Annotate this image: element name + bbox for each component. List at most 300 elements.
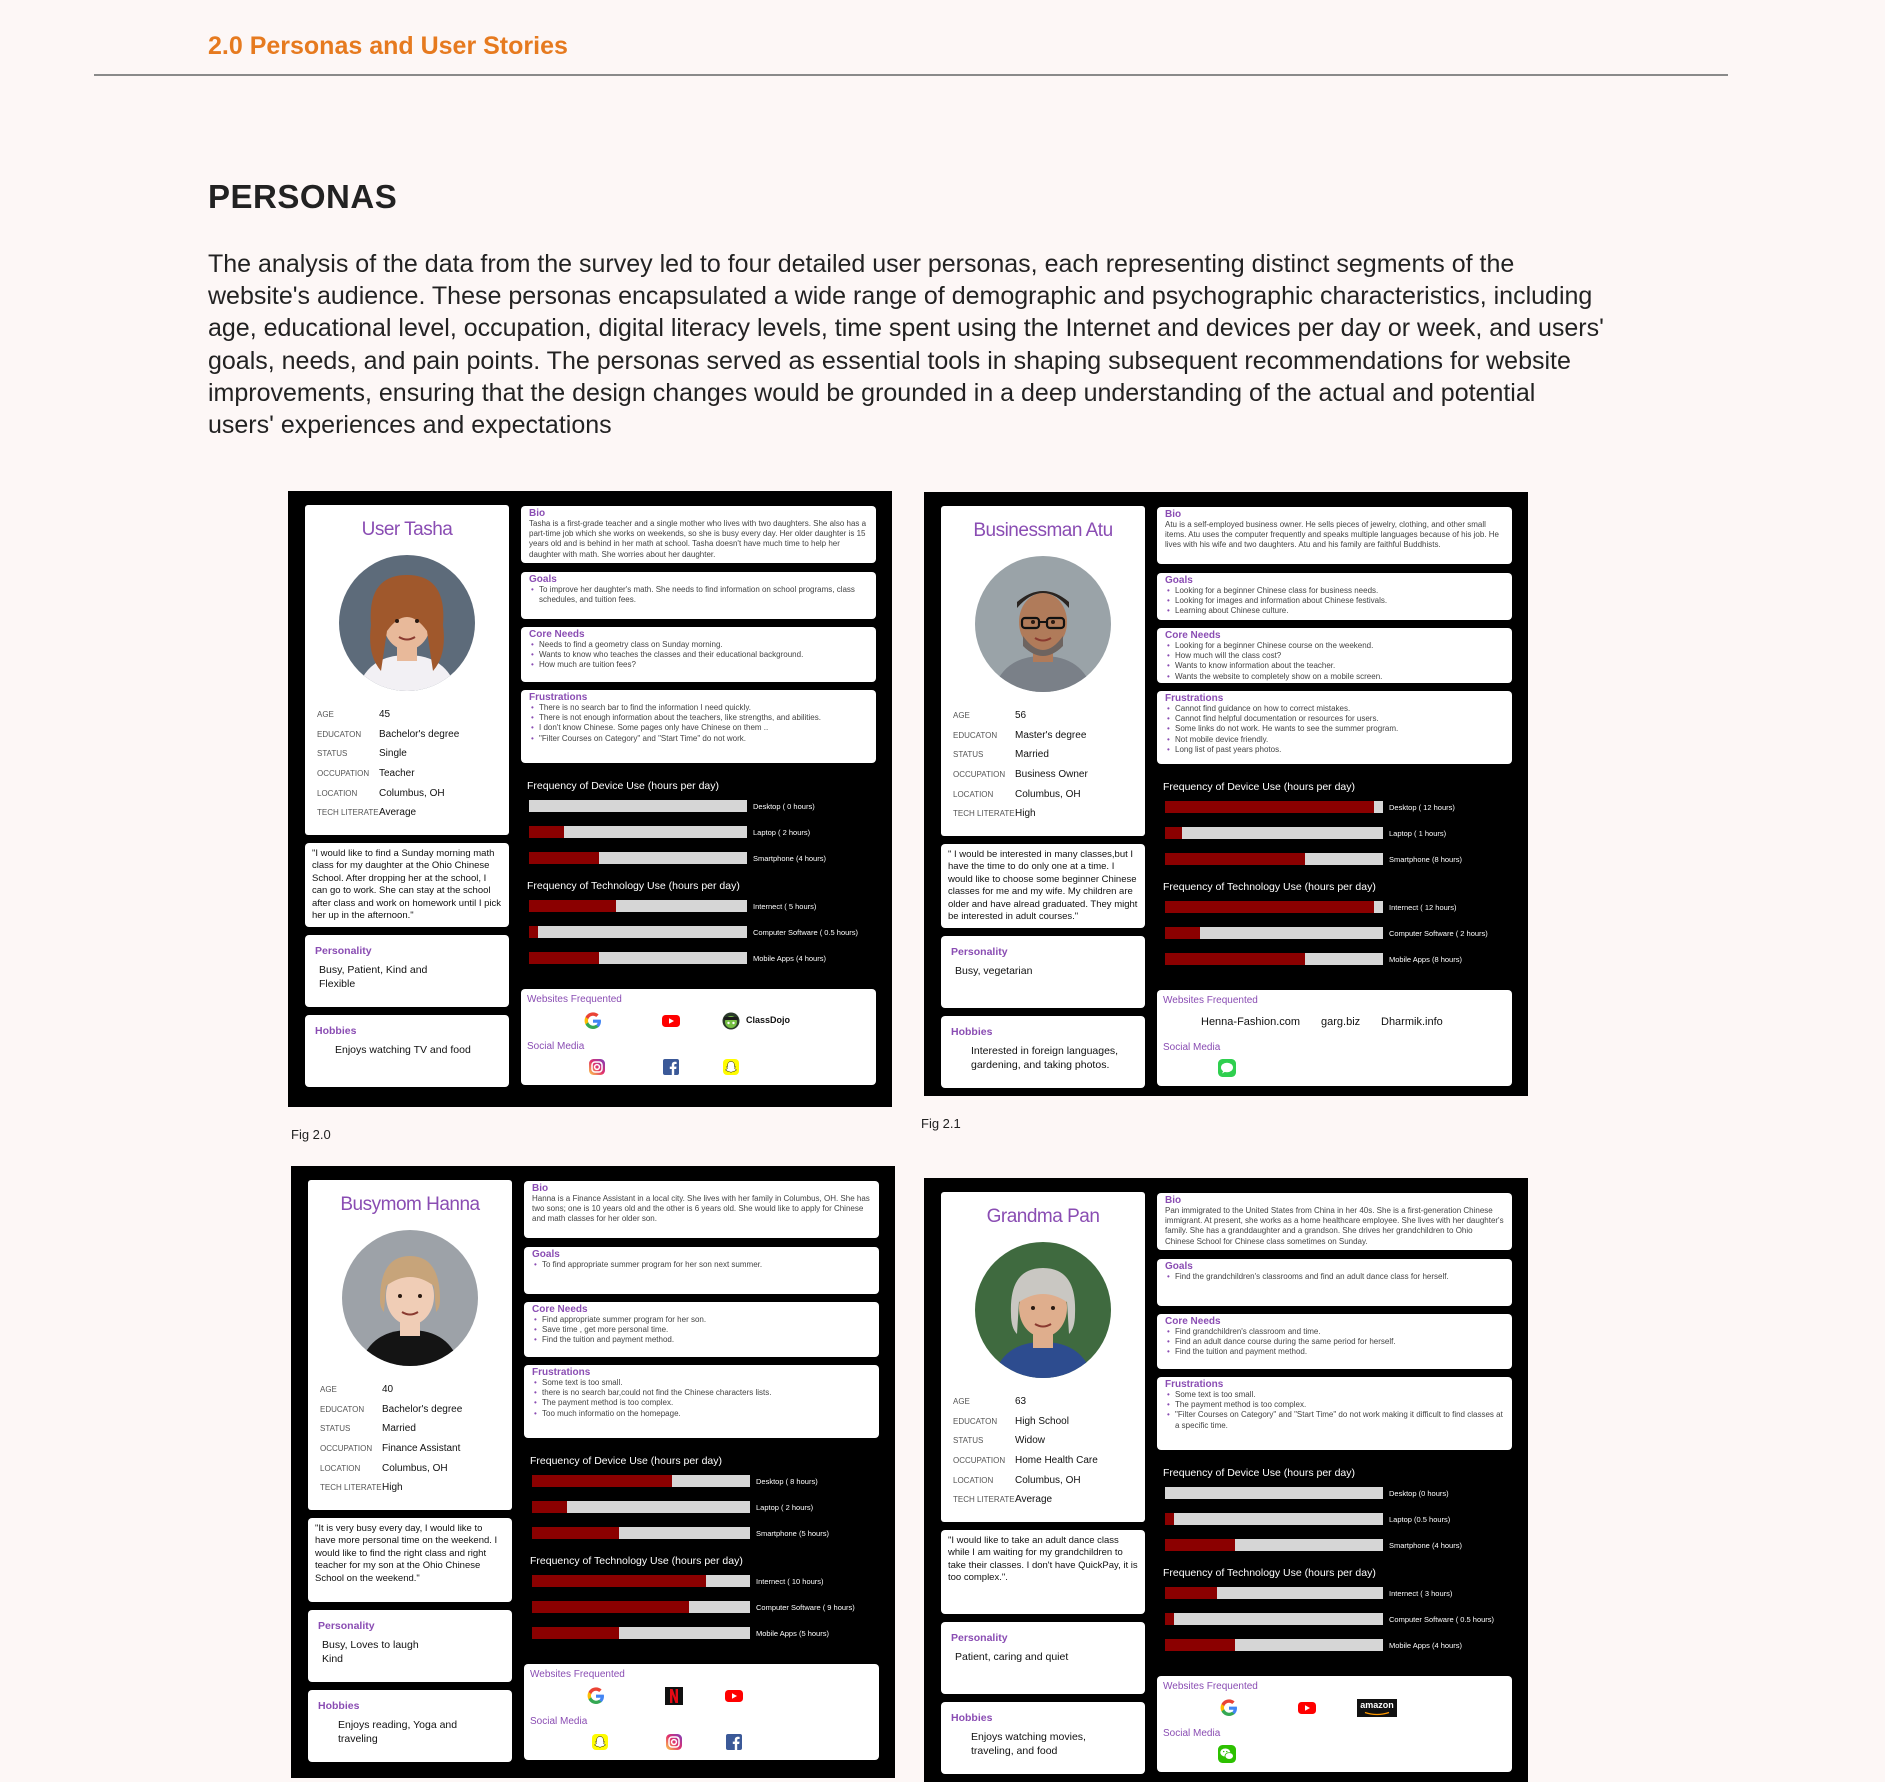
google-logo[interactable]: [583, 1011, 603, 1031]
usage-bar: [532, 1575, 750, 1587]
goals-box: [524, 1247, 879, 1294]
usage-bar: [1165, 1639, 1383, 1651]
usage-bar-label: Mobile Apps (5 hours): [756, 1629, 829, 1638]
bio-box: [1157, 1193, 1512, 1250]
usage-bar-label: Internect ( 10 hours): [756, 1577, 824, 1586]
core_needs-box: [521, 627, 876, 682]
core_needs-item: • Wants to know who teaches the classes and their educational background.: [539, 650, 868, 660]
youtube-logo[interactable]: [661, 1011, 681, 1031]
core_needs-label: Core Needs: [529, 629, 585, 640]
demographic-location: [317, 783, 503, 803]
demographic-status: [953, 745, 1139, 765]
persona-card-2: [291, 1166, 895, 1778]
core_needs-item: • Looking for a beginner Chinese course on the weekend.: [1175, 641, 1504, 651]
demographic-value: Teacher: [379, 768, 415, 780]
goals-list: [529, 585, 868, 605]
usage-bar-label: Computer Software ( 0.5 hours): [1389, 1615, 1495, 1624]
websites-box: [1157, 990, 1512, 1086]
usage-bar-fill: [532, 1575, 706, 1587]
persona-quote: " I would be interested in many classes,but I have the time to do only one at a time. I would like to choose some beginner Chinese classes for me and my wife. My children are older and have alread graduated. They might be interested in adult courses.": [941, 844, 1145, 928]
netflix-logo[interactable]: [664, 1686, 684, 1706]
persona-quote: "It is very busy every day, I would like to have more personal time on the weekend. I would like to find the right class and right teacher for my son at the Ohio Chinese School on the weekend.": [308, 1518, 512, 1602]
usage-bar-label: Desktop (0 hours): [1389, 1489, 1449, 1498]
demographic-education: [320, 1400, 506, 1420]
persona-card-0: [288, 491, 892, 1107]
frustrations-list: [532, 1378, 871, 1419]
header-divider: [94, 74, 1728, 76]
profile-panel: [941, 1192, 1145, 1522]
goals-label: Goals: [1165, 1261, 1193, 1272]
goals-item: • Looking for images and information about Chinese festivals.: [1175, 596, 1504, 606]
frustrations-item: • The payment method is too complex.: [542, 1398, 871, 1408]
website-link[interactable]: garg.biz: [1321, 1016, 1361, 1028]
demographic-education: [953, 1412, 1139, 1432]
goals-box: [1157, 573, 1512, 620]
usage-bar-fill: [1165, 1587, 1217, 1599]
instagram-logo[interactable]: [587, 1057, 607, 1077]
goals-label: Goals: [1165, 575, 1193, 586]
goals-list: [1165, 586, 1504, 617]
usage-bar-label: Mobile Apps (4 hours): [753, 954, 826, 963]
goals-item: • Find the grandchildren's classrooms and find an adult dance class for herself.: [1175, 1272, 1504, 1282]
usage-bar-fill: [529, 952, 599, 964]
core_needs-item: • Needs to find a geometry class on Sunday morning.: [539, 640, 868, 650]
frustrations-box: [1157, 691, 1512, 764]
classdojo-label: ClassDojo: [746, 1015, 791, 1025]
demographic-value: Average: [1015, 1494, 1053, 1506]
section-heading: PERSONAS: [208, 178, 398, 215]
demographic-value: Married: [1015, 749, 1049, 761]
hobbies-label: Hobbies: [951, 1026, 993, 1038]
frustrations-item: • Too much informatio on the homepage.: [542, 1409, 871, 1419]
hobbies-text: Enjoys watching TV and food: [335, 1044, 471, 1056]
personality-label: Personality: [951, 946, 1008, 958]
goals-item: • To improve her daughter's math. She needs to find information on school programs, class schedules, and tuition fees.: [539, 585, 868, 605]
device-chart-title: Frequency of Device Use (hours per day): [530, 1455, 722, 1467]
demographic-label: TECH LITERATE: [320, 1483, 382, 1493]
bio-text: Atu is a self-employed business owner. He sells pieces of jewelry, clothing, and other small items. Atu uses the computer frequently and speaks multiple languages because of his job. He lives with his wife and two daughters. Atu and his family are faithful Buddhists.: [1165, 520, 1499, 550]
core_needs-item: • Find the tuition and payment method.: [542, 1335, 871, 1345]
demographic-label: STATUS: [953, 750, 984, 760]
demographic-label: LOCATION: [317, 788, 358, 798]
usage-bar-label: Mobile Apps (4 hours): [1389, 1641, 1462, 1650]
usage-bar: [529, 952, 747, 964]
hobbies-box: [308, 1690, 512, 1762]
demographic-age: [953, 706, 1139, 726]
demographic-location: [953, 1470, 1139, 1490]
frustrations-item: • "Filter Courses on Category" and "Start Time" do not work.: [539, 734, 868, 744]
frustrations-item: • "Filter Courses on Category" and "Start Time" do not work making it difficult to find classes at a specific time.: [1175, 1410, 1504, 1430]
usage-bar-label: Smartphone (8 hours): [1389, 855, 1462, 864]
demographic-label: AGE: [953, 1397, 970, 1407]
tech_use-chart-title: Frequency of Technology Use (hours per day): [530, 1555, 743, 1567]
goals-list: [1165, 1272, 1504, 1282]
demographic-value: Business Owner: [1015, 769, 1088, 781]
youtube-logo[interactable]: [724, 1686, 744, 1706]
hobbies-text: Interested in foreign languages, gardening, and taking photos.: [971, 1045, 1119, 1071]
demographic-value: Average: [379, 807, 417, 819]
usage-bar-label: Mobile Apps (8 hours): [1389, 955, 1462, 964]
frustrations-item: • there is no search bar,could not find the Chinese characters lists.: [542, 1388, 871, 1398]
usage-bar-label: Desktop ( 12 hours): [1389, 803, 1455, 812]
goals-list: [532, 1260, 871, 1270]
usage-bar: [1165, 953, 1383, 965]
demographic-occupation: [953, 1451, 1139, 1471]
websites-label: Websites Frequented: [527, 994, 622, 1005]
google-logo[interactable]: [1219, 1698, 1239, 1718]
core_needs-list: [532, 1315, 871, 1346]
demographic-value: Finance Assistant: [382, 1443, 461, 1455]
demographic-label: OCCUPATION: [320, 1444, 373, 1454]
social-media-label: Social Media: [1163, 1042, 1221, 1053]
demographic-age: [320, 1380, 506, 1400]
demographic-status: [953, 1431, 1139, 1451]
demographic-location: [320, 1458, 506, 1478]
hobbies-label: Hobbies: [315, 1025, 357, 1037]
hobbies-label: Hobbies: [951, 1712, 993, 1724]
frustrations-item: • Some text is too small.: [542, 1378, 871, 1388]
demographic-tech: [317, 803, 503, 823]
demographic-tech: [320, 1478, 506, 1498]
usage-bar: [1165, 1487, 1383, 1499]
demographic-value: Widow: [1015, 1435, 1046, 1447]
usage-bar: [1165, 827, 1383, 839]
demographics: [320, 1380, 506, 1498]
demographic-age: [953, 1392, 1139, 1412]
persona-avatar: [975, 556, 1111, 692]
goals-item: • Learning about Chinese culture.: [1175, 606, 1504, 616]
snapchat-logo[interactable]: [590, 1732, 610, 1752]
personality-label: Personality: [315, 945, 372, 957]
frustrations-label: Frustrations: [1165, 1379, 1224, 1390]
demographic-label: TECH LITERATE: [317, 808, 379, 818]
bio-text: Tasha is a first-grade teacher and a single mother who lives with two daughters. She also has a part-time job which she works on weekends, so she is busy every day. Her older daughter is 15 years old and is behind in her math at school. Tasha doesn't have much time to help her daughter with math. She worries about her daughter.: [529, 519, 867, 559]
goals-item: • Looking for a beginner Chinese class for business needs.: [1175, 586, 1504, 596]
websites-box: [1157, 1676, 1512, 1772]
core_needs-list: [529, 640, 868, 671]
core_needs-item: • Wants the website to completely show on a mobile screen.: [1175, 672, 1504, 682]
demographic-label: LOCATION: [953, 1475, 994, 1485]
bio-label: Bio: [529, 508, 546, 519]
websites-label: Websites Frequented: [530, 1669, 625, 1680]
youtube-logo[interactable]: [1297, 1698, 1317, 1718]
facebook-logo[interactable]: [724, 1732, 744, 1752]
page-title: 2.0 Personas and User Stories: [208, 32, 568, 60]
usage-bar-fill: [1165, 1513, 1174, 1525]
demographic-value: Columbus, OH: [382, 1462, 448, 1474]
demographic-value: Columbus, OH: [1015, 1474, 1081, 1486]
facebook-logo[interactable]: [661, 1057, 681, 1077]
demographic-label: LOCATION: [320, 1463, 361, 1473]
core_needs-box: [524, 1302, 879, 1357]
frustrations-list: [1165, 1390, 1504, 1431]
demographic-value: High: [382, 1482, 403, 1494]
websites-box: [524, 1664, 879, 1760]
core_needs-box: [1157, 1314, 1512, 1369]
frustrations-box: [521, 690, 876, 763]
demographic-label: AGE: [317, 710, 334, 720]
personality-box: [308, 1610, 512, 1682]
usage-bar: [1165, 1539, 1383, 1551]
demographic-value: Married: [382, 1423, 416, 1435]
usage-bar: [1165, 853, 1383, 865]
usage-bar-fill: [1165, 801, 1374, 813]
demographic-age: [317, 705, 503, 725]
demographic-tech: [953, 1490, 1139, 1510]
usage-bar: [1165, 1613, 1383, 1625]
usage-bar: [1165, 1587, 1383, 1599]
demographic-label: EDUCATON: [320, 1404, 365, 1414]
demographic-location: [953, 784, 1139, 804]
goals-box: [1157, 1259, 1512, 1306]
personality-text: Patient, caring and quiet: [955, 1651, 1069, 1663]
core_needs-list: [1165, 641, 1504, 682]
social-media-label: Social Media: [530, 1716, 588, 1727]
persona-name: Grandma Pan: [986, 1206, 1100, 1227]
demographic-value: 40: [382, 1384, 394, 1396]
usage-bar-label: Desktop ( 0 hours): [753, 802, 815, 811]
amazon-label: amazon: [1360, 1700, 1394, 1710]
usage-bar-fill: [532, 1627, 619, 1639]
usage-bar-fill: [532, 1601, 689, 1613]
usage-bar-fill: [1165, 1639, 1235, 1651]
demographic-education: [953, 726, 1139, 746]
demographic-status: [320, 1419, 506, 1439]
figure-caption: Fig 2.1: [921, 1116, 961, 1131]
hobbies-text: Enjoys reading, Yoga and traveling: [338, 1719, 458, 1745]
hobbies-box: [305, 1015, 509, 1087]
demographics: [953, 706, 1139, 824]
usage-bar: [532, 1601, 750, 1613]
demographic-label: OCCUPATION: [953, 1456, 1006, 1466]
frustrations-item: • Cannot find helpful documentation or resources for users.: [1175, 714, 1504, 724]
usage-bar-fill: [1165, 853, 1305, 865]
usage-bar-label: Computer Software ( 0.5 hours): [753, 928, 859, 937]
demographic-value: Bachelor's degree: [379, 728, 460, 740]
website-link[interactable]: Dharmik.info: [1381, 1016, 1443, 1028]
personality-box: [941, 1622, 1145, 1694]
usage-bar-label: Smartphone (4 hours): [1389, 1541, 1462, 1550]
usage-bar-label: Laptop ( 2 hours): [756, 1503, 814, 1512]
usage-bar: [1165, 1513, 1383, 1525]
usage-bar-fill: [1165, 953, 1305, 965]
core_needs-list: [1165, 1327, 1504, 1358]
frustrations-label: Frustrations: [532, 1367, 591, 1378]
persona-quote: "I would like to take an adult dance class while I am waiting for my grandchildren to take their classes. I don't have QuickPay, it is too complex.".: [941, 1530, 1145, 1614]
demographic-value: Home Health Care: [1015, 1455, 1098, 1467]
usage-bar: [532, 1475, 750, 1487]
core_needs-item: • Wants to know information about the teacher.: [1175, 661, 1504, 671]
demographic-value: High: [1015, 808, 1036, 820]
core_needs-item: • Find an adult dance course during the same period for herself.: [1175, 1337, 1504, 1347]
usage-bar-label: Laptop ( 2 hours): [753, 828, 811, 837]
usage-bar: [529, 852, 747, 864]
persona-avatar: [975, 1242, 1111, 1378]
bio-text: Pan immigrated to the United States from China in her 40s. She is a first-generation Chinese immigrant. At present, she works as a home healthcare employee. She lives with her daughter's family. She has a granddaughter and a grandson. She drives her grandchildren to Ohio Chinese School for Chinese class sometimes on Sunday.: [1165, 1206, 1504, 1246]
core_needs-item: • Find the tuition and payment method.: [1175, 1347, 1504, 1357]
demographic-label: STATUS: [953, 1436, 984, 1446]
goals-label: Goals: [532, 1249, 560, 1260]
usage-bar: [529, 926, 747, 938]
usage-bar-fill: [529, 852, 599, 864]
usage-bar-fill: [1165, 901, 1374, 913]
social-media-label: Social Media: [527, 1041, 585, 1052]
persona-name: Busymom Hanna: [340, 1194, 480, 1215]
core_needs-label: Core Needs: [1165, 630, 1221, 641]
core_needs-item: • Save time , get more personal time.: [542, 1325, 871, 1335]
bio-label: Bio: [1165, 509, 1182, 520]
persona-card-3: [924, 1178, 1528, 1782]
demographic-label: STATUS: [317, 749, 348, 759]
frustrations-list: [529, 703, 868, 744]
bio-box: [1157, 507, 1512, 564]
core_needs-item: • How much are tuition fees?: [539, 660, 868, 670]
page-header: [0, 0, 1885, 76]
personality-text: Busy, vegetarian: [955, 965, 1033, 977]
bio-label: Bio: [1165, 1195, 1182, 1206]
bio-box: [521, 506, 876, 563]
figure-caption: Fig 2.0: [291, 1127, 331, 1142]
core_needs-item: • Find appropriate summer program for her son.: [542, 1315, 871, 1325]
device-chart-title: Frequency of Device Use (hours per day): [1163, 781, 1355, 793]
usage-bar-fill: [529, 926, 538, 938]
demographic-label: STATUS: [320, 1424, 351, 1434]
demographic-value: Columbus, OH: [1015, 788, 1081, 800]
usage-bar: [532, 1501, 750, 1513]
usage-bar: [529, 900, 747, 912]
frustrations-box: [1157, 1377, 1512, 1450]
usage-bar-fill: [529, 826, 564, 838]
usage-bar-fill: [1165, 1613, 1174, 1625]
frustrations-item: • Some links do not work. He wants to see the summer program.: [1175, 724, 1504, 734]
demographic-value: Columbus, OH: [379, 787, 445, 799]
classdojo-logo[interactable]: [721, 1011, 741, 1031]
demographic-occupation: [953, 765, 1139, 785]
device-chart-title: Frequency of Device Use (hours per day): [1163, 1467, 1355, 1479]
bio-text: Hanna is a Finance Assistant in a local city. She lives with her family in Columbus, OH. She has two sons; one is 10 years old and the other is 6 years old. She would like to apply for Chinese and math classes for her older son.: [532, 1194, 870, 1224]
intro-paragraph: The analysis of the data from the survey led to four detailed user personas, each representing distinct segments of the website's audience. These personas encapsulated a wide range of demographic and psychographic characteristics, including age, educational level, occupation, digital literacy levels, time spent using the Internet and devices per day or week, and users' goals, needs, and pain points. The personas served as essential tools in shaping subsequent recommendations for website improvements, ensuring that the design changes would be grounded in a deep understanding of the actual and potential users' experiences and expectations: [208, 250, 1604, 440]
hobbies-text: Enjoys watching movies, traveling, and food: [971, 1731, 1086, 1757]
goals-item: • To find appropriate summer program for her son next summer.: [542, 1260, 871, 1270]
usage-bar: [532, 1627, 750, 1639]
demographic-education: [317, 725, 503, 745]
usage-bar: [532, 1527, 750, 1539]
core_needs-label: Core Needs: [532, 1304, 588, 1315]
imessage-logo[interactable]: [1217, 1058, 1237, 1078]
usage-bar-label: Computer Software ( 2 hours): [1389, 929, 1488, 938]
frustrations-item: • Not mobile device friendly.: [1175, 735, 1504, 745]
goals-label: Goals: [529, 574, 557, 585]
frustrations-item: • Some text is too small.: [1175, 1390, 1504, 1400]
personality-label: Personality: [318, 1620, 375, 1632]
demographic-label: OCCUPATION: [953, 770, 1006, 780]
usage-bar-label: Internect ( 5 hours): [753, 902, 817, 911]
tech_use-chart-title: Frequency of Technology Use (hours per day): [1163, 1567, 1376, 1579]
persona-card-1: [924, 492, 1528, 1096]
usage-bar-label: Computer Software ( 9 hours): [756, 1603, 855, 1612]
tech_use-chart-title: Frequency of Technology Use (hours per day): [1163, 881, 1376, 893]
usage-bar-label: Desktop ( 8 hours): [756, 1477, 818, 1486]
demographic-label: LOCATION: [953, 789, 994, 799]
frustrations-item: • Long list of past years photos.: [1175, 745, 1504, 755]
personality-box: [941, 936, 1145, 1008]
demographic-tech: [953, 804, 1139, 824]
core_needs-item: • Find grandchildren's classroom and time.: [1175, 1327, 1504, 1337]
demographic-label: TECH LITERATE: [953, 809, 1015, 819]
usage-bar: [529, 826, 747, 838]
demographic-occupation: [320, 1439, 506, 1459]
demographics: [317, 705, 503, 823]
demographic-occupation: [317, 764, 503, 784]
frustrations-item: • The payment method is too complex.: [1175, 1400, 1504, 1410]
website-link[interactable]: Henna-Fashion.com: [1201, 1016, 1301, 1028]
demographic-value: Bachelor's degree: [382, 1403, 463, 1415]
tech_use-chart-title: Frequency of Technology Use (hours per day): [527, 880, 740, 892]
demographic-label: AGE: [320, 1385, 337, 1395]
usage-bar-label: Laptop ( 1 hours): [1389, 829, 1447, 838]
personality-box: [305, 935, 509, 1007]
demographic-value: 63: [1015, 1396, 1027, 1408]
persona-name: Businessman Atu: [973, 520, 1113, 541]
persona-quote: "I would like to find a Sunday morning math class for my daughter at the Ohio Chinese School. After dropping her at the school, I can go to work. She can stay at the school after class and work on homework until I pick her up in the afternoon.": [305, 843, 509, 927]
usage-bar: [1165, 901, 1383, 913]
hobbies-label: Hobbies: [318, 1700, 360, 1712]
frustrations-label: Frustrations: [1165, 693, 1224, 704]
frustrations-list: [1165, 704, 1504, 755]
google-logo[interactable]: [586, 1686, 606, 1706]
usage-bar-fill: [532, 1501, 567, 1513]
demographic-label: AGE: [953, 711, 970, 721]
websites-box: [521, 989, 876, 1085]
instagram-logo[interactable]: [664, 1732, 684, 1752]
personality-label: Personality: [951, 1632, 1008, 1644]
usage-bar-fill: [529, 900, 616, 912]
usage-bar: [1165, 927, 1383, 939]
demographic-value: 56: [1015, 710, 1027, 722]
goals-box: [521, 572, 876, 619]
demographic-label: EDUCATON: [317, 729, 362, 739]
frustrations-item: • Cannot find guidance on how to correct mistakes.: [1175, 704, 1504, 714]
wechat-logo[interactable]: [1217, 1744, 1237, 1764]
demographic-value: High School: [1015, 1415, 1069, 1427]
bio-box: [524, 1181, 879, 1238]
demographics: [953, 1392, 1139, 1510]
usage-bar-label: Smartphone (4 hours): [753, 854, 826, 863]
snapchat-logo[interactable]: [721, 1057, 741, 1077]
usage-bar-fill: [1165, 1539, 1235, 1551]
demographic-label: EDUCATON: [953, 1416, 998, 1426]
device-chart-title: Frequency of Device Use (hours per day): [527, 780, 719, 792]
demographic-label: TECH LITERATE: [953, 1495, 1015, 1505]
profile-panel: [308, 1180, 512, 1510]
usage-bar-fill: [532, 1475, 672, 1487]
frustrations-item: • There is no search bar to find the information I need quickly.: [539, 703, 868, 713]
persona-name: User Tasha: [361, 519, 453, 540]
usage-bar: [1165, 801, 1383, 813]
hobbies-box: [941, 1702, 1145, 1774]
demographic-label: EDUCATON: [953, 730, 998, 740]
websites-label: Websites Frequented: [1163, 995, 1258, 1006]
usage-bar-label: Internect ( 3 hours): [1389, 1589, 1453, 1598]
persona-avatar: [342, 1230, 478, 1366]
demographic-value: Single: [379, 748, 407, 760]
usage-bar-label: Laptop (0.5 hours): [1389, 1515, 1451, 1524]
usage-bar-fill: [1165, 827, 1182, 839]
persona-avatar: [339, 555, 475, 691]
profile-panel: [941, 506, 1145, 836]
demographic-value: Master's degree: [1015, 729, 1087, 741]
social-media-label: Social Media: [1163, 1728, 1221, 1739]
